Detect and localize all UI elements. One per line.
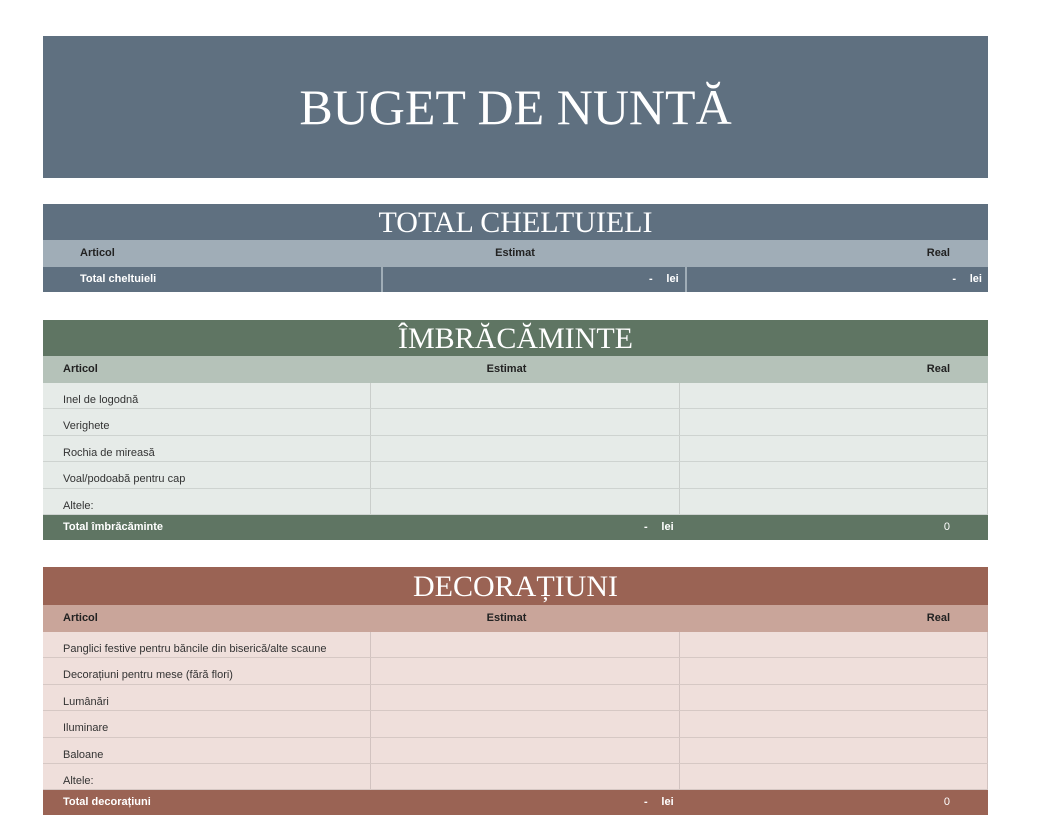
actual-cell[interactable] xyxy=(680,685,988,710)
item-cell[interactable]: Panglici festive pentru băncile din biserică/alte scaune xyxy=(43,632,371,657)
table-row xyxy=(43,685,988,711)
actual-cell[interactable] xyxy=(680,462,988,487)
column-header-row xyxy=(43,605,988,632)
actual-cell[interactable] xyxy=(680,489,988,514)
section-title: DECORAȚIUNI xyxy=(43,567,988,605)
item-cell[interactable]: Verighete xyxy=(43,409,371,434)
estimated-cell[interactable] xyxy=(371,409,679,434)
item-cell[interactable]: Rochia de mireasă xyxy=(43,436,371,461)
table-row xyxy=(43,711,988,737)
table-row xyxy=(43,489,988,515)
column-header-row xyxy=(43,356,988,383)
currency-unit: lei xyxy=(666,273,679,285)
total-actual-cell[interactable] xyxy=(680,515,988,540)
actual-cell[interactable] xyxy=(680,738,988,763)
total-estimated-cell[interactable] xyxy=(383,267,686,292)
total-row xyxy=(43,267,988,292)
estimated-cell[interactable] xyxy=(371,685,679,710)
actual-cell[interactable] xyxy=(680,409,988,434)
item-cell[interactable]: Altele: xyxy=(43,764,371,789)
total-label[interactable]: Total îmbrăcăminte xyxy=(63,520,164,533)
estimated-cell[interactable] xyxy=(371,738,679,763)
estimated-cell[interactable] xyxy=(371,658,679,683)
total-actual-cell[interactable] xyxy=(680,790,988,815)
table-row xyxy=(43,436,988,462)
column-header-row xyxy=(43,240,988,267)
page-title: BUGET DE NUNTĂ xyxy=(43,36,988,178)
item-cell[interactable]: Inel de logodnă xyxy=(43,383,371,408)
column-header-item: Articol xyxy=(63,363,98,375)
actual-cell[interactable] xyxy=(680,632,988,657)
column-header-actual: Real xyxy=(926,363,951,375)
estimated-cell[interactable] xyxy=(371,462,679,487)
table-row xyxy=(43,409,988,435)
estimated-cell[interactable] xyxy=(371,383,679,408)
table-row xyxy=(43,632,988,658)
table-row xyxy=(43,658,988,684)
currency-unit: lei xyxy=(661,520,674,533)
total-estimated-cell[interactable] xyxy=(371,790,679,815)
actual-cell[interactable] xyxy=(680,436,988,461)
column-header-estimated: Estimat xyxy=(495,247,535,259)
currency-unit: lei xyxy=(969,273,982,285)
estimated-cell[interactable] xyxy=(371,436,679,461)
estimated-cell[interactable] xyxy=(371,764,679,789)
section-title: ÎMBRĂCĂMINTE xyxy=(43,320,988,356)
item-cell[interactable]: Altele: xyxy=(43,489,371,514)
total-row xyxy=(43,790,988,815)
estimated-value: - xyxy=(643,796,648,809)
item-cell[interactable]: Baloane xyxy=(43,738,371,763)
column-header-actual: Real xyxy=(926,247,950,259)
actual-cell[interactable] xyxy=(680,658,988,683)
total-actual-cell[interactable] xyxy=(687,267,988,292)
estimated-cell[interactable] xyxy=(371,632,679,657)
total-row xyxy=(43,515,988,540)
actual-cell[interactable] xyxy=(680,764,988,789)
item-cell[interactable]: Iluminare xyxy=(43,711,371,736)
item-cell[interactable]: Voal/podoabă pentru cap xyxy=(43,462,371,487)
item-cell[interactable]: Decorațiuni pentru mese (fără flori) xyxy=(43,658,371,683)
column-header-estimated: Estimat xyxy=(486,612,527,624)
column-header-estimated: Estimat xyxy=(486,363,527,375)
total-estimated-cell[interactable] xyxy=(371,515,679,540)
column-header-item: Articol xyxy=(63,612,98,624)
table-row xyxy=(43,764,988,790)
estimated-value: - xyxy=(643,520,648,533)
decorations-section xyxy=(43,567,988,815)
total-expenses-section xyxy=(43,204,988,292)
estimated-value: - xyxy=(648,273,653,285)
table-row xyxy=(43,383,988,409)
section-title: TOTAL CHELTUIELI xyxy=(43,204,988,240)
total-label[interactable]: Total cheltuieli xyxy=(43,267,383,292)
actual-value: 0 xyxy=(943,796,950,809)
actual-cell[interactable] xyxy=(680,711,988,736)
clothing-section xyxy=(43,320,988,540)
total-label[interactable]: Total decorațiuni xyxy=(63,796,151,809)
item-cell[interactable]: Lumânări xyxy=(43,685,371,710)
estimated-cell[interactable] xyxy=(371,489,679,514)
column-header-actual: Real xyxy=(926,612,951,624)
actual-value: 0 xyxy=(943,520,950,533)
estimated-cell[interactable] xyxy=(371,711,679,736)
table-row xyxy=(43,462,988,488)
currency-unit: lei xyxy=(661,796,674,809)
column-header-item: Articol xyxy=(80,247,115,259)
table-row xyxy=(43,738,988,764)
actual-cell[interactable] xyxy=(680,383,988,408)
actual-value: - xyxy=(952,273,956,285)
